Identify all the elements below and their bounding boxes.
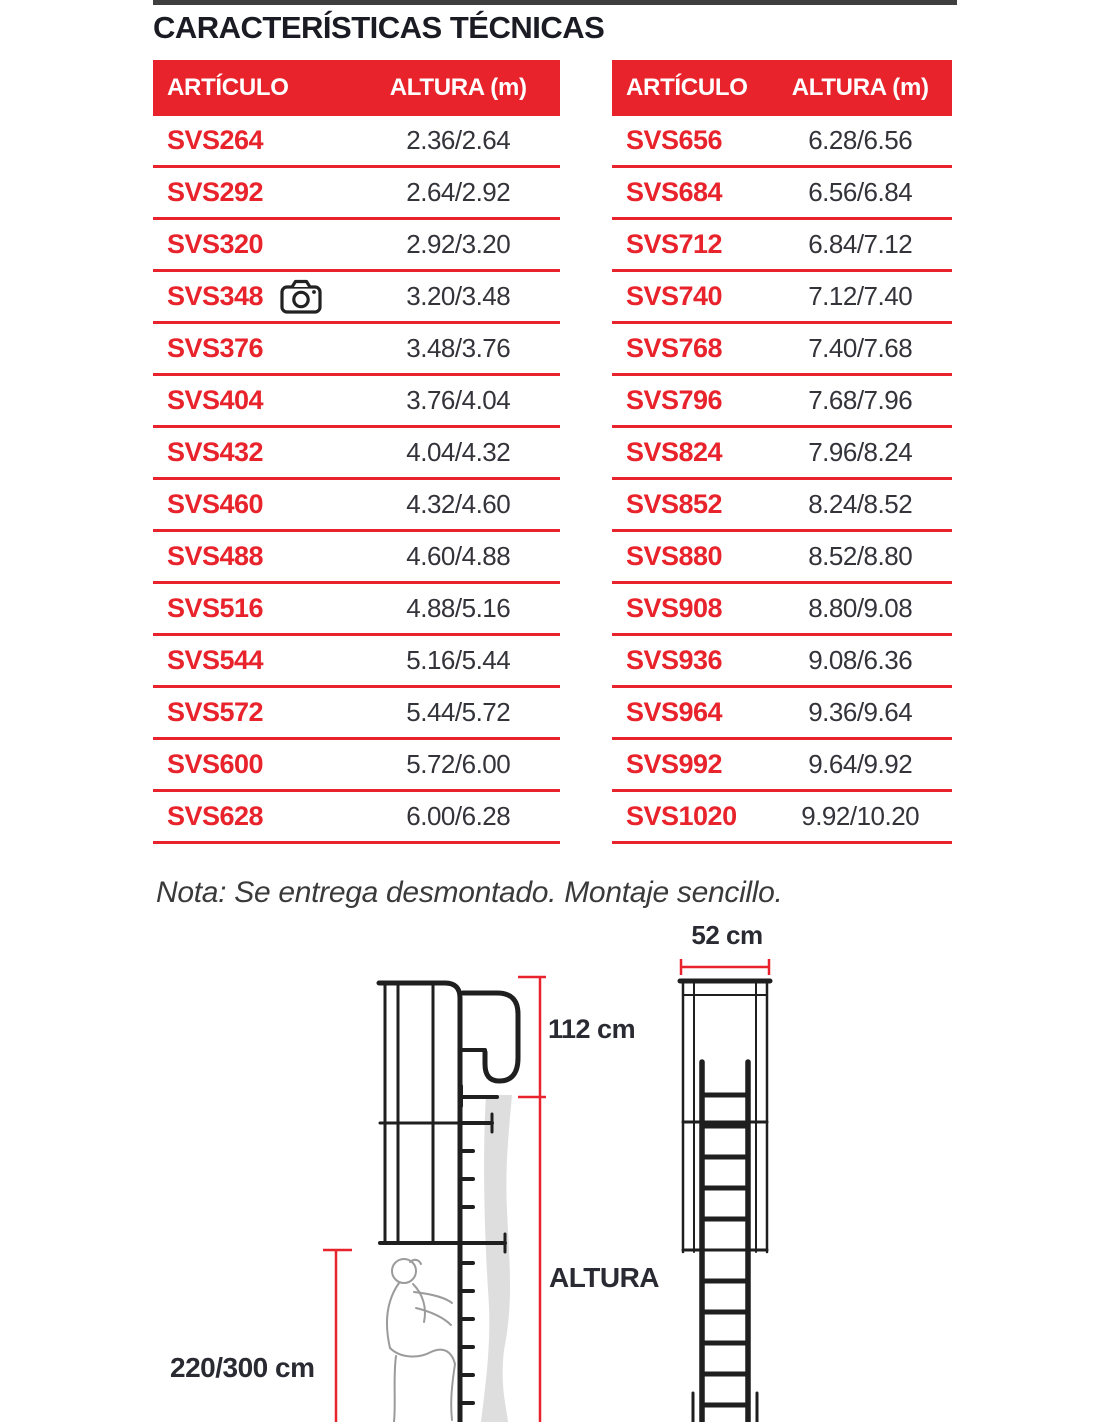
altura-value: 6.84/7.12: [808, 229, 913, 259]
table-row: [153, 376, 560, 428]
altura-value: 4.04/4.32: [406, 437, 511, 467]
article-code-text: SVS460: [167, 489, 264, 519]
article-code: [612, 437, 768, 468]
front-view-ladder: [680, 980, 770, 1422]
article-code: [153, 125, 357, 156]
article-code: [153, 541, 357, 572]
table-row: [612, 740, 952, 792]
table-row: [612, 428, 952, 480]
altura-value: 6.28/6.56: [808, 125, 913, 155]
column-header-altura: ALTURA (m): [791, 74, 929, 101]
article-code: [612, 541, 768, 572]
table-row: [153, 792, 560, 844]
table-row: [612, 480, 952, 532]
table-row: [153, 220, 560, 272]
altura-value: 7.96/8.24: [808, 437, 913, 467]
width-dimension-label: 52 cm: [691, 920, 763, 950]
article-code: [612, 177, 768, 208]
altura-value: 7.40/7.68: [808, 333, 913, 363]
altura-value: 8.24/8.52: [808, 489, 913, 519]
article-code-text: SVS768: [626, 333, 723, 363]
article-code-text: SVS432: [167, 437, 264, 467]
height-dimension-label: ALTURA: [549, 1262, 660, 1293]
altura-value: 2.92/3.20: [406, 229, 511, 259]
article-code: [153, 279, 357, 315]
altura-value: 8.52/8.80: [808, 541, 913, 571]
article-code-text: SVS656: [626, 125, 723, 155]
article-code: [612, 333, 768, 364]
article-code: [612, 593, 768, 624]
altura-value: 9.36/9.64: [808, 697, 913, 727]
article-code-text: SVS348: [167, 281, 264, 311]
spec-table-right: [612, 60, 952, 844]
table-row: [612, 376, 952, 428]
article-code: [153, 593, 357, 624]
table-row: [612, 636, 952, 688]
article-code: [153, 697, 357, 728]
altura-value: 5.44/5.72: [406, 697, 511, 727]
altura-value: 4.60/4.88: [406, 541, 511, 571]
top-divider-bar: [153, 0, 957, 5]
table-row: [153, 428, 560, 480]
article-code-text: SVS320: [167, 229, 264, 259]
dimension-lines: [323, 959, 769, 1422]
article-code-text: SVS628: [167, 801, 264, 831]
column-header-articulo: ARTÍCULO: [626, 74, 748, 101]
article-code-text: SVS1020: [626, 801, 737, 831]
assembly-note: Nota: Se entrega desmontado. Montaje sencillo.: [156, 876, 783, 909]
article-code: [153, 801, 357, 832]
table-body-left: [153, 116, 560, 844]
altura-value: 2.36/2.64: [406, 125, 511, 155]
article-code-text: SVS572: [167, 697, 264, 727]
altura-value: 4.32/4.60: [406, 489, 511, 519]
altura-value: 6.00/6.28: [406, 801, 511, 831]
article-code: [612, 229, 768, 260]
table-row: [612, 168, 952, 220]
article-code: [153, 385, 357, 416]
altura-value: 9.64/9.92: [808, 749, 913, 779]
table-row: [612, 272, 952, 324]
altura-value: 2.64/2.92: [406, 177, 511, 207]
table-row: [612, 324, 952, 376]
article-code-text: SVS544: [167, 645, 264, 675]
article-code: [612, 645, 768, 676]
altura-value: 9.92/10.20: [801, 801, 920, 831]
article-code: [153, 333, 357, 364]
table-row: [153, 688, 560, 740]
table-row: [153, 740, 560, 792]
table-row: [153, 532, 560, 584]
altura-value: 3.48/3.76: [406, 333, 511, 363]
altura-value: 3.20/3.48: [406, 281, 511, 311]
table-row: [153, 168, 560, 220]
article-code-text: SVS880: [626, 541, 723, 571]
altura-value: 4.88/5.16: [406, 593, 511, 623]
article-code-text: SVS264: [167, 125, 264, 155]
table-row: [612, 116, 952, 168]
column-header-altura: ALTURA (m): [389, 74, 527, 101]
article-code: [612, 125, 768, 156]
article-code: [153, 229, 357, 260]
article-code-text: SVS740: [626, 281, 723, 311]
altura-value: 7.12/7.40: [808, 281, 913, 311]
altura-value: 6.56/6.84: [808, 177, 913, 207]
article-code-text: SVS796: [626, 385, 723, 415]
spec-table-left: [153, 60, 560, 844]
table-row: [612, 792, 952, 844]
article-code: [153, 749, 357, 780]
table-row: [612, 688, 952, 740]
article-code-text: SVS824: [626, 437, 723, 467]
person-figure: [387, 1259, 455, 1422]
article-code-text: SVS516: [167, 593, 264, 623]
table-row: [153, 480, 560, 532]
article-code: [153, 437, 357, 468]
article-code-text: SVS936: [626, 645, 723, 675]
article-code: [153, 177, 357, 208]
article-code-text: SVS488: [167, 541, 264, 571]
article-code-text: SVS376: [167, 333, 264, 363]
article-code: [612, 697, 768, 728]
table-row: [153, 116, 560, 168]
article-code-text: SVS964: [626, 697, 723, 727]
table-row: [612, 220, 952, 272]
altura-value: 5.16/5.44: [406, 645, 511, 675]
article-code-text: SVS684: [626, 177, 723, 207]
cage-dimension-label: 112 cm: [548, 1014, 636, 1044]
table-row: [612, 584, 952, 636]
altura-value: 3.76/4.04: [406, 385, 511, 415]
article-code: [612, 801, 768, 832]
article-code-text: SVS292: [167, 177, 264, 207]
article-code: [153, 645, 357, 676]
article-code: [153, 489, 357, 520]
article-code: [612, 749, 768, 780]
table-row: [153, 636, 560, 688]
article-code: [612, 385, 768, 416]
wall-shape: [481, 1095, 512, 1422]
table-row: [153, 324, 560, 376]
base-dimension-label: 220/300 cm: [170, 1352, 315, 1383]
altura-value: 9.08/6.36: [808, 645, 913, 675]
table-header: [612, 60, 952, 116]
table-row: [153, 584, 560, 636]
side-view-ladder: [379, 983, 518, 1422]
article-code: [612, 281, 768, 312]
table-body-right: [612, 116, 952, 844]
table-row: [153, 272, 560, 324]
table-header: [153, 60, 560, 116]
camera-icon: [279, 279, 323, 315]
article-code-text: SVS852: [626, 489, 723, 519]
article-code-text: SVS404: [167, 385, 264, 415]
article-code-text: SVS908: [626, 593, 723, 623]
altura-value: 7.68/7.96: [808, 385, 913, 415]
altura-value: 5.72/6.00: [406, 749, 511, 779]
column-header-articulo: ARTÍCULO: [167, 74, 289, 101]
article-code-text: SVS600: [167, 749, 264, 779]
article-code-text: SVS992: [626, 749, 723, 779]
article-code: [612, 489, 768, 520]
page-title: CARACTERÍSTICAS TÉCNICAS: [153, 10, 605, 45]
article-code-text: SVS712: [626, 229, 723, 259]
altura-value: 8.80/9.08: [808, 593, 913, 623]
table-row: [612, 532, 952, 584]
